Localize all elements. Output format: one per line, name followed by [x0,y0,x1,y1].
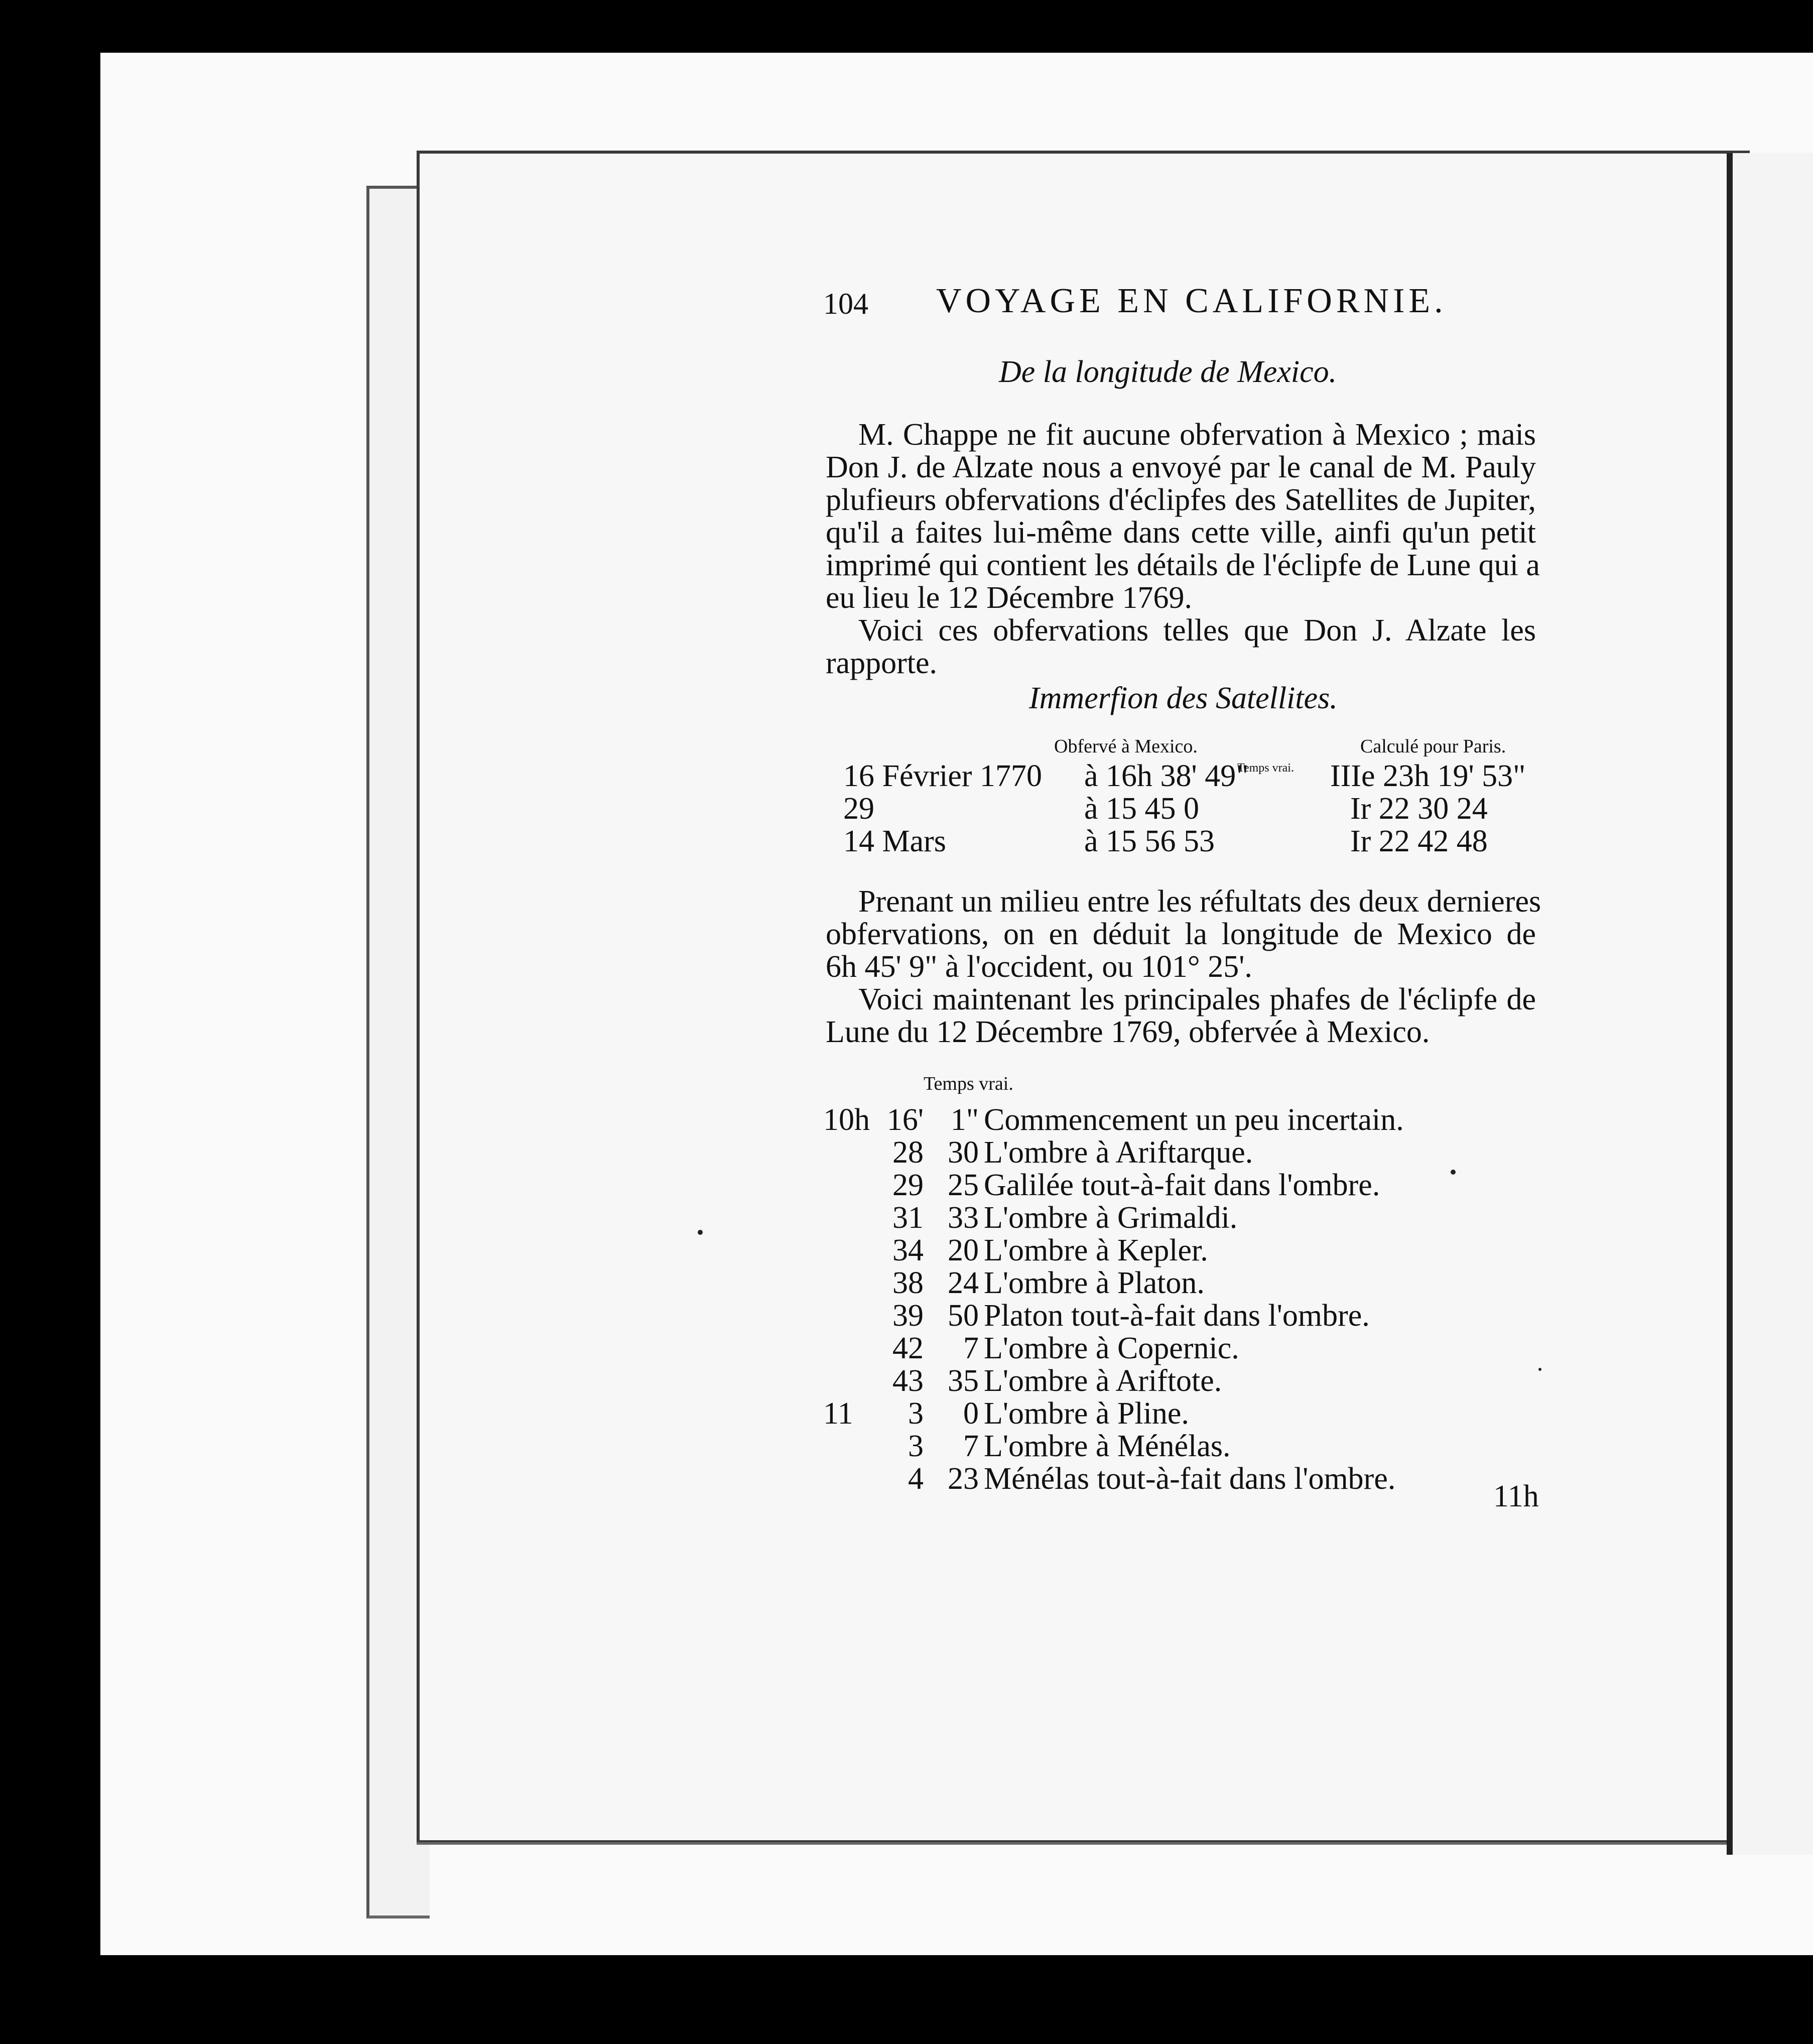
eclipse-phase-minute: 38 [892,1266,924,1300]
paragraph-line: Voici maintenant les principales phafes de l'éclipfe de [858,982,1536,1016]
table1-header-observed: Obfervé à Mexico. [1054,736,1198,757]
paragraph-line: M. Chappe ne fit aucune obfervation à Mexico ; mais [858,418,1536,452]
table1-date: 16 Février 1770 [843,759,1043,793]
eclipse-phase-description: L'ombre à Pline. [984,1396,1189,1431]
table1-calculated: Ir 22 30 24 [1350,792,1488,826]
page-bottom-edge [417,1837,1747,1845]
eclipse-phase-minute: 39 [892,1299,924,1333]
table1-calculated: IIIe 23h 19' 53" [1330,759,1526,793]
page-number: 104 [823,287,868,320]
table1-calculated: Ir 22 42 48 [1350,824,1488,858]
eclipse-phase-description: L'ombre à Ariftote. [984,1364,1222,1398]
eclipse-phase-second: 7 [963,1429,979,1463]
running-title: VOYAGE EN CALIFORNIE. [936,282,1447,320]
ink-speck [698,1230,703,1235]
paragraph-line: eu lieu le 12 Décembre 1769. [826,581,1192,615]
eclipse-phase-second: 23 [948,1462,979,1496]
table1-header-calculated: Calculé pour Paris. [1360,736,1506,757]
eclipse-phase-description: L'ombre à Grimaldi. [984,1201,1238,1235]
eclipse-phase-second: 30 [948,1135,979,1170]
table1-observed: à 15 45 0 [1084,792,1200,826]
eclipse-phase-description: Ménélas tout-à-fait dans l'ombre. [984,1462,1396,1496]
eclipse-phase-second: 7 [963,1331,979,1365]
paragraph-line: imprimé qui contient les détails de l'éclipfe de Lune qui a [826,548,1540,582]
eclipse-phase-second: 20 [948,1233,979,1267]
eclipse-phase-description: L'ombre à Copernic. [984,1331,1239,1365]
table1-header-temps-vrai: Temps vrai. [1237,761,1294,775]
table1-date: 14 Mars [843,824,946,858]
paragraph-line: Don J. de Alzate nous a envoyé par le canal de M. Pauly [826,450,1536,484]
eclipse-phase-minute: 43 [892,1364,924,1398]
eclipse-phase-minute: 34 [892,1233,924,1267]
eclipse-phase-second: 1" [950,1103,979,1137]
paragraph-line: Voici ces obfervations telles que Don J. Alzate les [858,613,1536,648]
eclipse-phase-hour: 11 [823,1396,853,1431]
section-title: De la longitude de Mexico. [999,355,1337,389]
table1-observed: à 16h 38' 49" [1084,759,1249,793]
next-leaf [1727,153,1813,1855]
eclipse-phase-minute: 4 [908,1462,924,1496]
eclipse-phase-minute: 31 [892,1201,924,1235]
table1-title: Immerfion des Satellites. [1029,681,1338,715]
eclipse-phase-description: L'ombre à Ariftarque. [984,1135,1253,1170]
eclipse-phase-minute: 3 [908,1429,924,1463]
paragraph-line: obfervations, on en déduit la longitude de Mexico de [826,917,1536,951]
paragraph-line: Prenant un milieu entre les réfultats des deux dernieres [858,884,1541,919]
eclipse-phase-hour: 10h [823,1103,870,1137]
paragraph-line: plufieurs obfervations d'éclipfes des Satellites de Jupiter, [826,483,1536,517]
table2-header: Temps vrai. [924,1073,1013,1094]
eclipse-phase-second: 50 [948,1299,979,1333]
paragraph-line: rapporte. [826,646,938,680]
paragraph-line: qu'il a faites lui-même dans cette ville, ainfi qu'un petit [826,516,1536,550]
eclipse-phase-minute: 28 [892,1135,924,1170]
eclipse-phase-minute: 29 [892,1168,924,1202]
eclipse-phase-description: Commencement un peu incertain. [984,1103,1404,1137]
eclipse-phase-second: 35 [948,1364,979,1398]
ink-speck [1538,1368,1541,1371]
eclipse-phase-description: Platon tout-à-fait dans l'ombre. [984,1299,1370,1333]
eclipse-phase-description: Galilée tout-à-fait dans l'ombre. [984,1168,1380,1202]
eclipse-phase-description: L'ombre à Kepler. [984,1233,1208,1267]
eclipse-phase-second: 33 [948,1201,979,1235]
eclipse-phase-second: 25 [948,1168,979,1202]
eclipse-phase-minute: 16' [886,1103,924,1137]
eclipse-phase-minute: 3 [908,1396,924,1431]
eclipse-phase-second: 0 [963,1396,979,1431]
eclipse-phase-description: L'ombre à Platon. [984,1266,1205,1300]
paragraph-line: Lune du 12 Décembre 1769, obfervée à Mexico. [826,1015,1430,1049]
table1-date: 29 [843,792,874,826]
catchword: 11h [1493,1479,1539,1513]
table1-observed: à 15 56 53 [1084,824,1215,858]
eclipse-phase-second: 24 [948,1266,979,1300]
eclipse-phase-minute: 42 [892,1331,924,1365]
eclipse-phase-description: L'ombre à Ménélas. [984,1429,1231,1463]
paragraph-line: 6h 45' 9" à l'occident, ou 101° 25'. [826,950,1252,984]
